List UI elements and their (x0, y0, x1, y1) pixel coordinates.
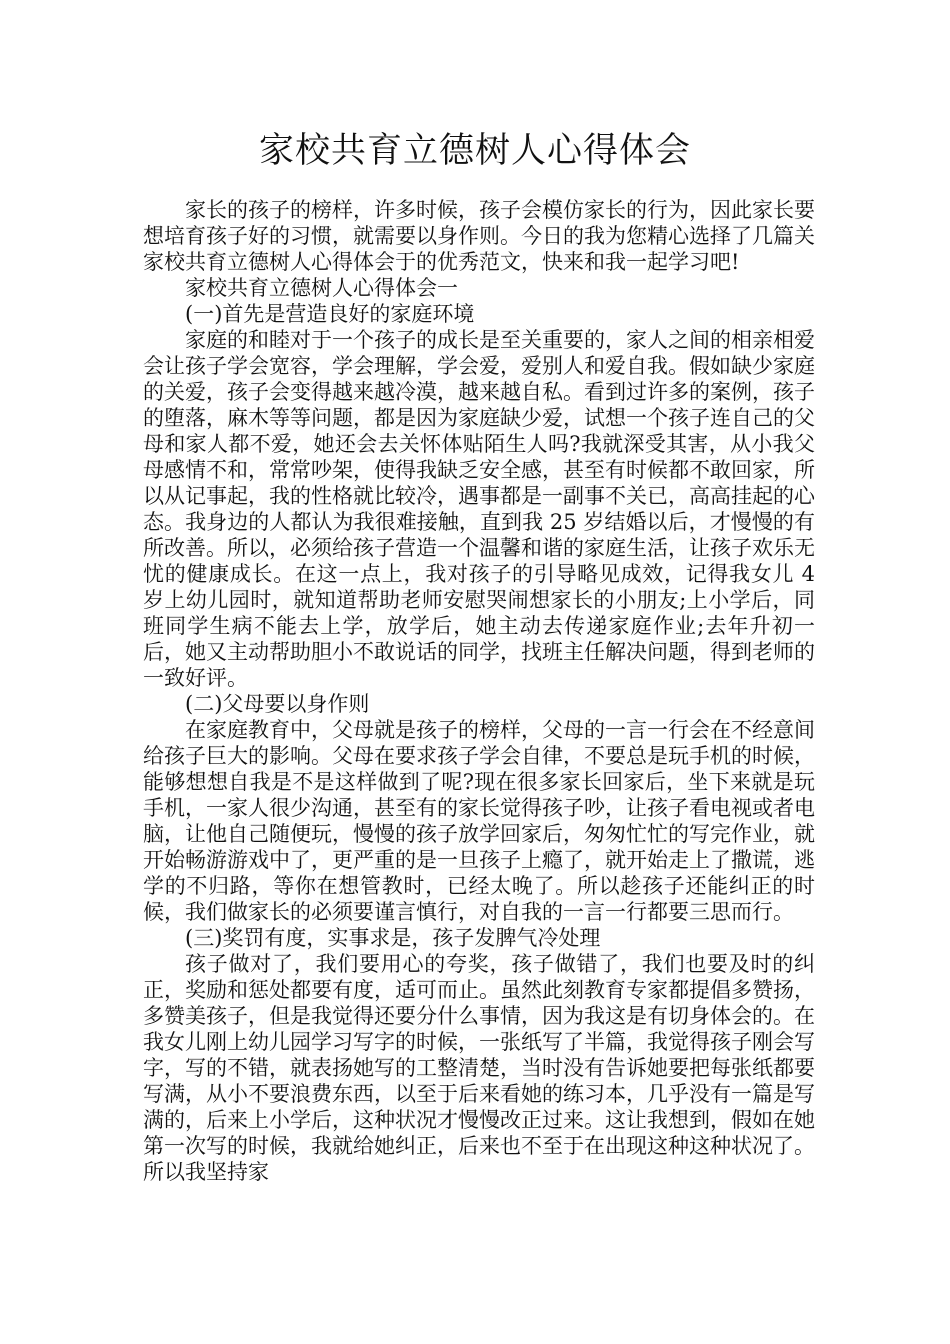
body-paragraph-1: 家庭的和睦对于一个孩子的成长是至关重要的，家人之间的相亲相爱会让孩子学会宽容，学会理解，学会爱，爱别人和爱自我。假如缺少家庭的关爱，孩子会变得越来越冷漠，越来越自私。看到过许多的案例，孩子的堕落，麻木等等问题，都是因为家庭缺少爱，试想一个孩子连自己的父母和家人都不爱，她还会去关怀体贴陌生人吗?我就深受其害，从小我父母感情不和，常常吵架，使得我缺乏安全感，甚至有时候都不敢回家，所以从记事起，我的性格就比较冷，遇事都是一副事不关已，高高挂起的心态。我身边的人都认为我很难接触，直到我 25 岁结婚以后，才慢慢的有所改善。所以，必须给孩子营造一个温馨和谐的家庭生活，让孩子欢乐无忧的健康成长。在这一点上，我对孩子的引导略见成效，记得我女儿 4 岁上幼儿园时，就知道帮助老师安慰哭闹想家长的小朋友;上小学后，同班同学生病不能去上学，放学后，她主动去传递家庭作业;去年升初一后，她又主动帮助胆小不敢说话的同学，找班主任解决问题，得到老师的一致好评。 (143, 328, 815, 690)
subheading-1: (一)首先是营造良好的家庭环境 (185, 302, 475, 326)
subheading-3: (三)奖罚有度，实事求是，孩子发脾气冷处理 (185, 926, 601, 950)
document-body (143, 197, 815, 1185)
body-paragraph-2: 在家庭教育中，父母就是孩子的榜样，父母的一言一行会在不经意间给孩子巨大的影响。父母在要求孩子学会自律，不要总是玩手机的时候，能够想想自我是不是这样做到了呢?现在很多家长回家后，坐下来就是玩手机，一家人很少沟通，甚至有的家长觉得孩子吵，让孩子看电视或者电脑，让他自己随便玩，慢慢的孩子放学回家后，匆匆忙忙的写完作业，就开始畅游游戏中了，更严重的是一旦孩子上瘾了，就开始走上了撒谎，逃学的不归路，等你在想管教时，已经太晚了。所以趁孩子还能纠正的时候，我们做家长的必须要谨言慎行，对自我的一言一行都要三思而行。 (143, 718, 815, 924)
body-paragraph-3: 孩子做对了，我们要用心的夸奖，孩子做错了，我们也要及时的纠正，奖励和惩处都要有度，适可而止。虽然此刻教育专家都提倡多赞扬，多赞美孩子，但是我觉得还要分什么事情，因为我这是有切身体会的。在我女儿刚上幼儿园学习写字的时候，一张纸写了半篇，我觉得孩子刚会写字，写的不错，就表扬她写的工整清楚，当时没有告诉她要把每张纸都要写满，从小不要浪费东西，以至于后来看她的练习本，几乎没有一篇是写满的，后来上小学后，这种状况才慢慢改正过来。这让我想到，假如在她第一次写的时候，我就给她纠正，后来也不至于在出现这种这种状况了。所以我坚持家 (143, 952, 815, 1184)
subheading-2: (二)父母要以身作则 (185, 692, 370, 716)
section-heading-1: 家校共育立德树人心得体会一 (185, 276, 458, 300)
intro-paragraph: 家长的孩子的榜样，许多时候，孩子会模仿家长的行为，因此家长要想培育孩子好的习惯，就需要以身作则。今日的我为您精心选择了几篇关家校共育立德树人心得体会于的优秀范文，快来和我一起学习吧! (143, 198, 815, 274)
document-title: 家校共育立德树人心得体会 (258, 131, 691, 171)
